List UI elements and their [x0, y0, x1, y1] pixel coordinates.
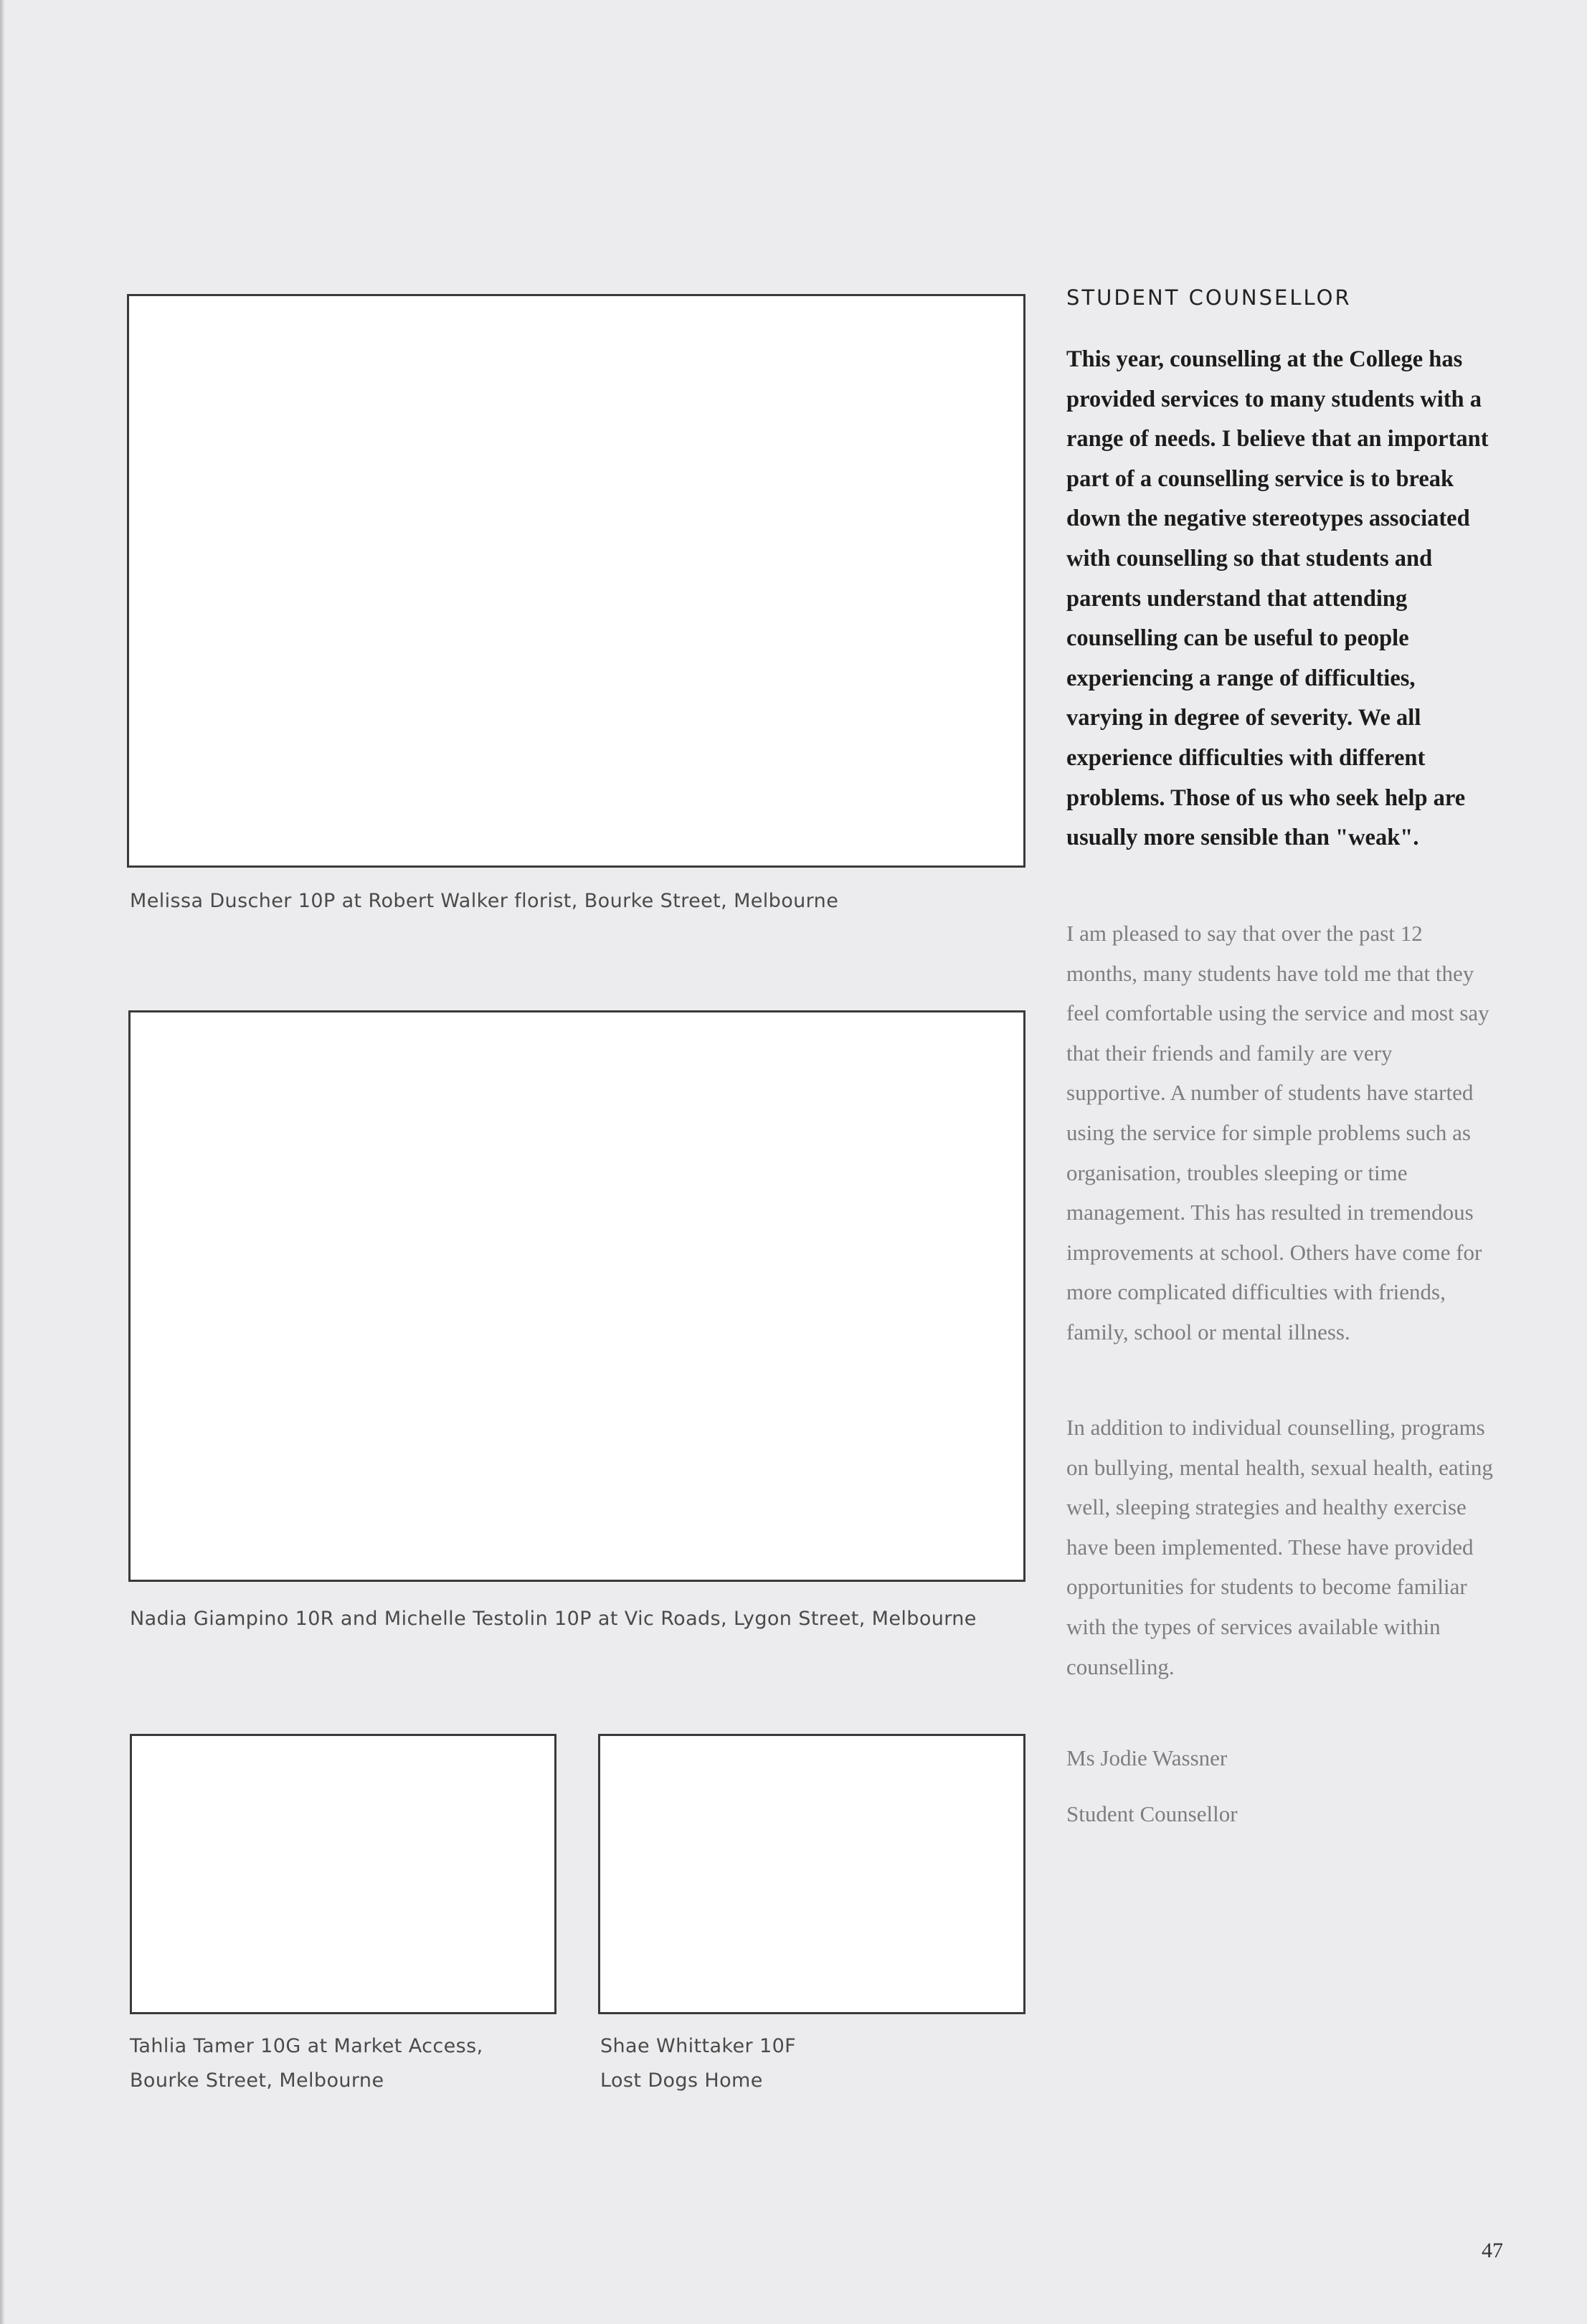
signature-name: Ms Jodie Wassner [1066, 1745, 1228, 1770]
photo-tahlia-tamer [130, 1734, 556, 2014]
caption-photo-4 [600, 2029, 796, 2098]
caption-photo-4-line-2: Lost Dogs Home [600, 2069, 763, 2092]
section-heading: STUDENT COUNSELLOR [1066, 285, 1352, 310]
caption-photo-3-line-2: Bourke Street, Melbourne [130, 2069, 384, 2092]
body-paragraph-2: In addition to individual counselling, programs on bullying, mental health, sexual health, eating well, sleeping strategies and healthy exercise have been implemented. These have provided opportunities for students to become familiar with the types of services available within counselling. [1066, 1415, 1493, 1679]
signature-role: Student Counsellor [1066, 1801, 1238, 1826]
caption-photo-3 [130, 2029, 483, 2098]
caption-photo-4-line-1: Shae Whittaker 10F [600, 2035, 797, 2057]
page-binding-edge [0, 0, 4, 2324]
lead-paragraph: This year, counselling at the College has provided services to many students with a range of needs. I believe that an important part of a counselling service is to break down the negative stereotypes associated with counselling so that students and parents understand that attending counselling can be useful to people experiencing a range of difficulties, varying in degree of severity. We all experience difficulties with different problems. Those of us who seek help are usually more sensible than "weak". [1066, 346, 1489, 851]
photo-nadia-giampino-michelle-testolin [128, 1010, 1025, 1582]
body-paragraph-1: I am pleased to say that over the past 12 months, many students have told me that they feel comfortable using the service and most say that their friends and family are very supportive. A number of students have started using the service for simple problems such as organisation, troubles sleeping or time management. This has resulted in tremendous improvements at school. Others have come for more complicated difficulties with friends, family, school or mental illness. [1066, 921, 1489, 1344]
photo-shae-whittaker [598, 1734, 1025, 2014]
caption-photo-1: Melissa Duscher 10P at Robert Walker florist, Bourke Street, Melbourne [130, 890, 839, 912]
page-number: 47 [1482, 2239, 1503, 2262]
caption-photo-2: Nadia Giampino 10R and Michelle Testolin 10P at Vic Roads, Lygon Street, Melbourne [130, 1608, 977, 1630]
caption-photo-3-line-1: Tahlia Tamer 10G at Market Access, [130, 2035, 483, 2057]
photo-melissa-duscher [127, 294, 1025, 868]
